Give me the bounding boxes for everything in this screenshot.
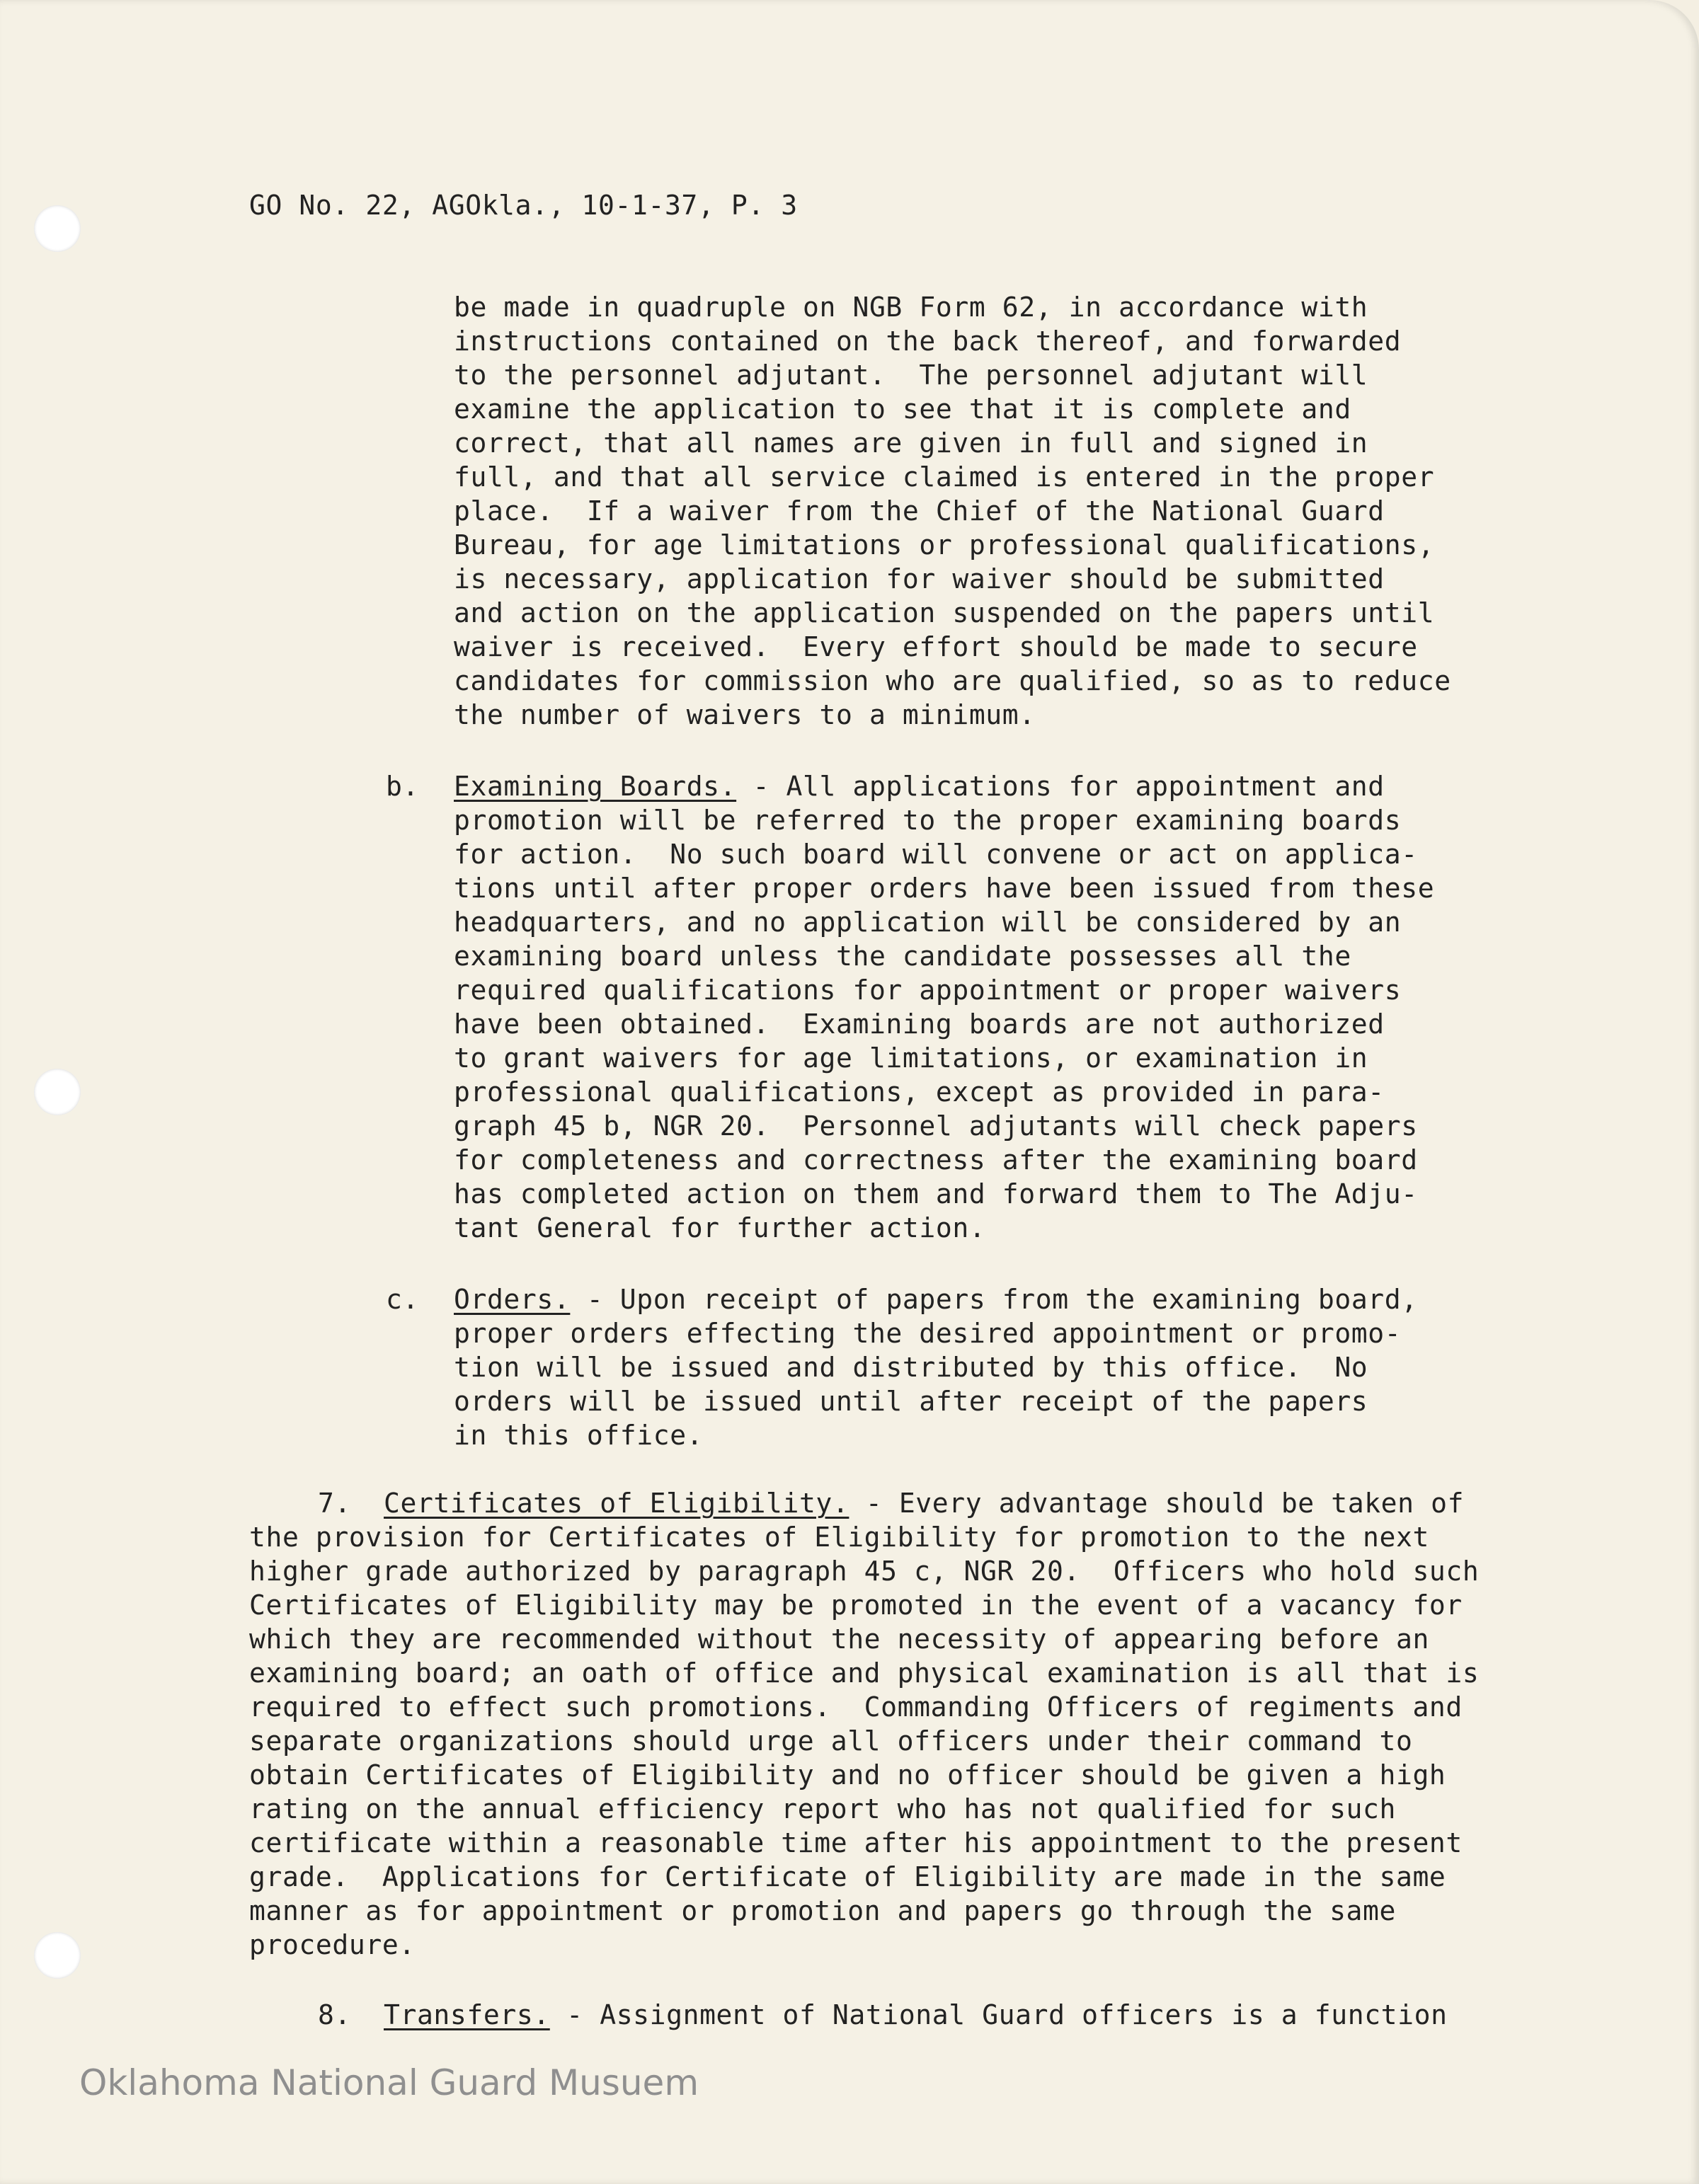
text-line: higher grade authorized by paragraph 45 c, NGR 20. Officers who hold such [249,1556,1480,1587]
text-line: to grant waivers for age limitations, or examination in [454,1042,1368,1074]
paragraph-heading: Examining Boards. [454,771,737,802]
text-line: headquarters, and no application will be considered by an [454,907,1402,938]
text-line: which they are recommended without the necessity of appearing before an [249,1623,1429,1655]
text-line: waiver is received. Every effort should be made to secure [454,631,1418,662]
text-line: required qualifications for appointment or proper waivers [454,975,1402,1006]
heading-continuation: - Upon receipt of papers from the examining board, [570,1284,1418,1315]
text-line: the provision for Certificates of Eligibility for promotion to the next [249,1522,1429,1553]
heading-continuation: - Assignment of National Guard officers is a function [549,1999,1448,2030]
paragraph-first-line [384,1486,1464,1520]
paragraph-first-line [384,1998,1448,2032]
text-line: be made in quadruple on NGB Form 62, in accordance with [454,292,1368,323]
text-line: certificate within a reasonable time after his appointment to the present [249,1827,1463,1858]
text-line: examining board; an oath of office and physical examination is all that is [249,1657,1480,1689]
text-line: required to effect such promotions. Commanding Officers of regiments and [249,1691,1463,1723]
text-line: proper orders effecting the desired appointment or promo- [454,1318,1402,1349]
text-line: for completeness and correctness after the examining board [454,1144,1418,1176]
text-line: for action. No such board will convene or act on applica- [454,839,1418,870]
paragraph-heading: Certificates of Eligibility. [384,1488,850,1519]
text-line: in this office. [454,1420,704,1451]
punch-hole [34,205,81,252]
text-line: Bureau, for age limitations or professional qualifications, [454,529,1435,561]
paragraph-label: 7. [318,1488,351,1519]
paragraph-first-line [454,1282,1418,1316]
text-line: procedure. [249,1929,416,1960]
text-line: candidates for commission who are qualified, so as to reduce [454,665,1451,696]
page-header: GO No. 22, AGOkla., 10-1-37, P. 3 [249,190,798,221]
paragraph-label: 8. [318,1999,351,2030]
text-line: grade. Applications for Certificate of Eligibility are made in the same [249,1861,1446,1892]
text-line: place. If a waiver from the Chief of the National Guard [454,495,1385,527]
punch-hole [34,1069,81,1115]
text-line: examine the application to see that it is complete and [454,393,1351,425]
text-line: to the personnel adjutant. The personnel adjutant will [454,360,1368,391]
text-line: instructions contained on the back thereof, and forwarded [454,326,1402,357]
paragraph-heading: Transfers. [384,1999,550,2030]
heading-continuation: - Every advantage should be taken of [849,1488,1465,1519]
paragraph-first-line [454,769,1385,803]
text-line: is necessary, application for waiver should be submitted [454,563,1385,594]
heading-continuation: - All applications for appointment and [736,771,1385,802]
text-line: has completed action on them and forward them to The Adju- [454,1178,1418,1209]
text-line: obtain Certificates of Eligibility and no officer should be given a high [249,1759,1446,1791]
text-line: separate organizations should urge all officers under their command to [249,1725,1413,1757]
paragraph-label: c. [386,1284,419,1315]
text-line: orders will be issued until after receipt of the papers [454,1386,1368,1417]
text-line: and action on the application suspended on the papers until [454,597,1435,628]
text-line: have been obtained. Examining boards are not authorized [454,1008,1385,1040]
text-line: examining board unless the candidate possesses all the [454,941,1351,972]
text-line: tion will be issued and distributed by this office. No [454,1352,1368,1383]
text-line: tant General for further action. [454,1212,986,1243]
text-line: the number of waivers to a minimum. [454,699,1036,730]
text-line: professional qualifications, except as provided in para- [454,1076,1385,1108]
museum-watermark: Oklahoma National Guard Musuem [79,2062,699,2103]
text-line: rating on the annual efficiency report who has not qualified for such [249,1793,1396,1824]
paragraph-heading: Orders. [454,1284,571,1315]
text-line: promotion will be referred to the proper examining boards [454,805,1402,836]
paragraph-label: b. [386,771,419,802]
text-line: graph 45 b, NGR 20. Personnel adjutants will check papers [454,1110,1418,1142]
text-line: Certificates of Eligibility may be promoted in the event of a vacancy for [249,1590,1463,1621]
text-line: manner as for appointment or promotion and papers go through the same [249,1895,1396,1926]
punch-hole [34,1932,81,1979]
text-line: full, and that all service claimed is entered in the proper [454,461,1435,493]
text-line: tions until after proper orders have been issued from these [454,873,1435,904]
text-line: correct, that all names are given in full and signed in [454,427,1368,459]
